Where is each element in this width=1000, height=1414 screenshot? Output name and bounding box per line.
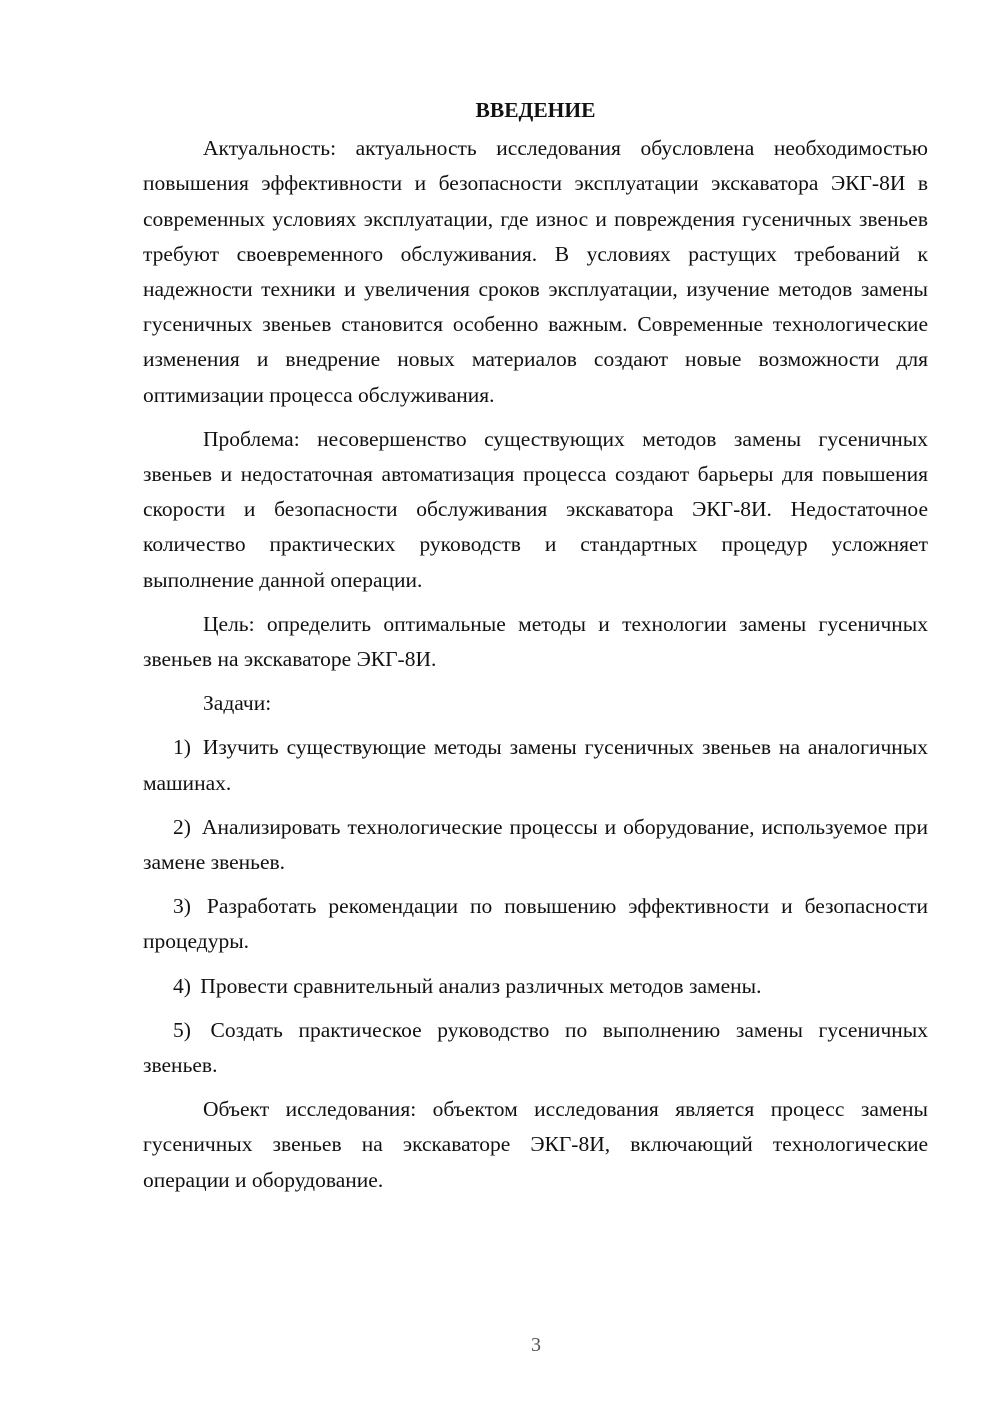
task-text: Провести сравнительный анализ различных методов замены. [200,973,762,998]
paragraph-relevance: Актуальность: актуальность исследования обусловлена необходимостью повышения эффективности и безопасности эксплуатации экскаватора ЭКГ-8И в современных условиях эксплуатации, где износ и повреждения гусеничных звеньев требуют своевременного обслуживания. В условиях растущих требований к надежности техники и увеличения сроков эксплуатации, изучение методов замены гусеничных звеньев становится особенно важным. Современные технологические изменения и внедрение новых материалов создают новые возможности для оптимизации процесса обслуживания. [143,136,928,407]
task-number: 3) [173,894,191,919]
task-text: Разработать рекомендации по повышению эффективности и безопасности процедуры. [143,894,928,954]
paragraph-tasks-heading: Задачи: [203,691,272,716]
task-number: 2) [173,814,191,839]
task-text: Создать практическое руководство по выполнению замены гусеничных звеньев. [143,1017,929,1078]
task-number: 5) [173,1017,191,1042]
page-number: 3 [531,1334,541,1356]
paragraph-research-object: Объект исследования: объектом исследования является процесс замены гусеничных звеньев на экскаваторе ЭКГ-8И, включающий технологические операции и оборудование. [143,1097,928,1192]
paragraph-goal: Цель: определить оптимальные методы и технологии замены гусеничных звеньев на экскаваторе ЭКГ-8И. [143,611,928,672]
task-number: 1) [173,735,191,760]
page-content [143,93,928,1207]
list-item-task-4 [143,969,928,1004]
section-title: ВВЕДЕНИЕ [475,98,596,122]
task-text: Изучить существующие методы замены гусеничных звеньев на аналогичных машинах. [143,735,928,795]
list-item-task-3 [143,889,928,959]
paragraph-problem: Проблема: несовершенство существующих методов замены гусеничных звеньев и недостаточная автоматизация процесса создают барьеры для повышения скорости и безопасности обслуживания экскаватора ЭКГ-8И. Недостаточное количество практических руководств и стандартных процедур усложняет выполнение данной операции. [143,426,928,592]
task-text: Анализировать технологические процессы и оборудование, используемое при замене звеньев. [143,814,929,875]
list-item-task-2 [143,810,928,880]
list-item-task-5 [143,1013,928,1083]
task-number: 4) [173,973,191,998]
list-item-task-1 [143,730,928,800]
